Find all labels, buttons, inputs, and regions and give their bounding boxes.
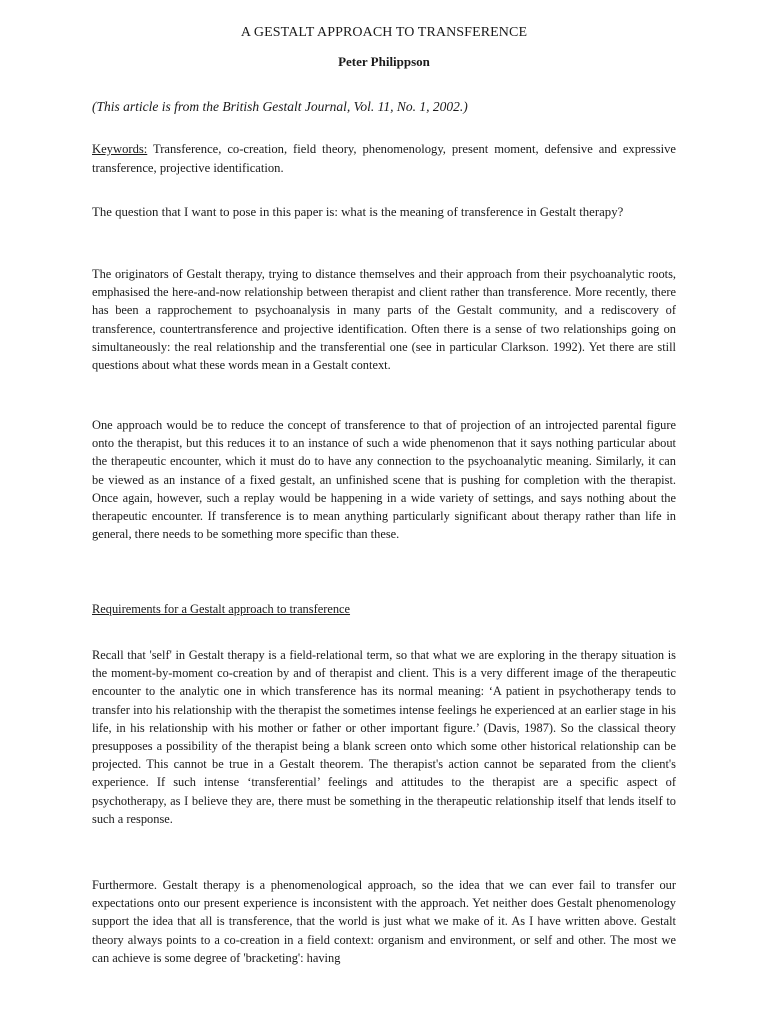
paragraph-recall: Recall that 'self' in Gestalt therapy is a field-relational term, so that what we are exploring in the therapy situation is the moment-by-moment co-creation by and of therapist and client. This is a very different image of the therapeutic encounter to the analytic one in which transference has its normal meaning: ‘A patient in psychotherapy tends to transfer into his relationship with the therapist the sometimes intense feelings he experienced at an earlier stage in his life, in his relationship with his mother or father or other important figure.’ (Davis, 1987). So the classical theory presupposes a possibility of the therapist being a blank screen onto which some other historical relationship can be projected. This cannot be true in a Gestalt theorem. The therapist's action cannot be separated from the client's experience. If such intense ‘transferential’ feelings and attitudes to the therapist are a specific aspect of psychotherapy, as I believe they are, there must be something in the therapeutic relationship itself that lends itself to such a response. bbox=[92, 648, 676, 826]
document-author: Peter Philippson bbox=[338, 54, 430, 69]
keywords-label: Keywords: bbox=[92, 142, 148, 156]
keywords-text: Transference, co-creation, field theory, phenomenology, present moment, defensive and expressive transference, projective identification. bbox=[92, 142, 676, 175]
section-heading: Requirements for a Gestalt approach to transference bbox=[92, 602, 351, 616]
paragraph-furthermore: Furthermore. Gestalt therapy is a phenomenological approach, so the idea that we can ever fail to transfer our expectations onto our present experience is inconsistent with the approach. Yet neither does Gestalt phenomenology support the idea that all is transference, that the world is just what we make of it. As I have written above. Gestalt theory always points to a co-creation in a field context: organism and environment, or self and other. The most we can achieve is some degree of 'bracketing': having bbox=[92, 878, 676, 965]
paragraph-approach: One approach would be to reduce the concept of transference to that of projection of an introjected parental figure onto the therapist, but this reduces it to an instance of such a wide phenomenon that it says nothing particular about the therapeutic encounter, which it must do to have any connection to the psychoanalytic meaning. Similarly, it can be viewed as an instance of a fixed gestalt, an unfinished scene that is pushing for completion with the therapist. Once again, however, such a replay would be happening in a wide variety of settings, and says nothing about the therapeutic encounter. If transference is to mean anything particularly significant about therapy rather than life in general, there needs to be something more specific than these. bbox=[92, 418, 676, 542]
paragraph-originators: The originators of Gestalt therapy, trying to distance themselves and their approach from their psychoanalytic roots, emphasised the here-and-now relationship between therapist and client rather than transference. More recently, there has been a rapprochement to psychoanalysis in many parts of the Gestalt community, and a rediscovery of transference, countertransference and projective identification. Often there is a sense of two relationships going on simultaneously: the real relationship and the transferential one (see in particular Clarkson. 1992). Yet there are still questions about what these words mean in a Gestalt context. bbox=[92, 267, 676, 373]
paragraph-question: The question that I want to pose in this paper is: what is the meaning of transference in Gestalt therapy? bbox=[92, 205, 624, 219]
keywords-paragraph bbox=[92, 140, 676, 178]
document-title: A GESTALT APPROACH TO TRANSFERENCE bbox=[240, 25, 528, 40]
source-note: (This article is from the British Gestalt Journal, Vol. 11, No. 1, 2002.) bbox=[92, 99, 468, 114]
